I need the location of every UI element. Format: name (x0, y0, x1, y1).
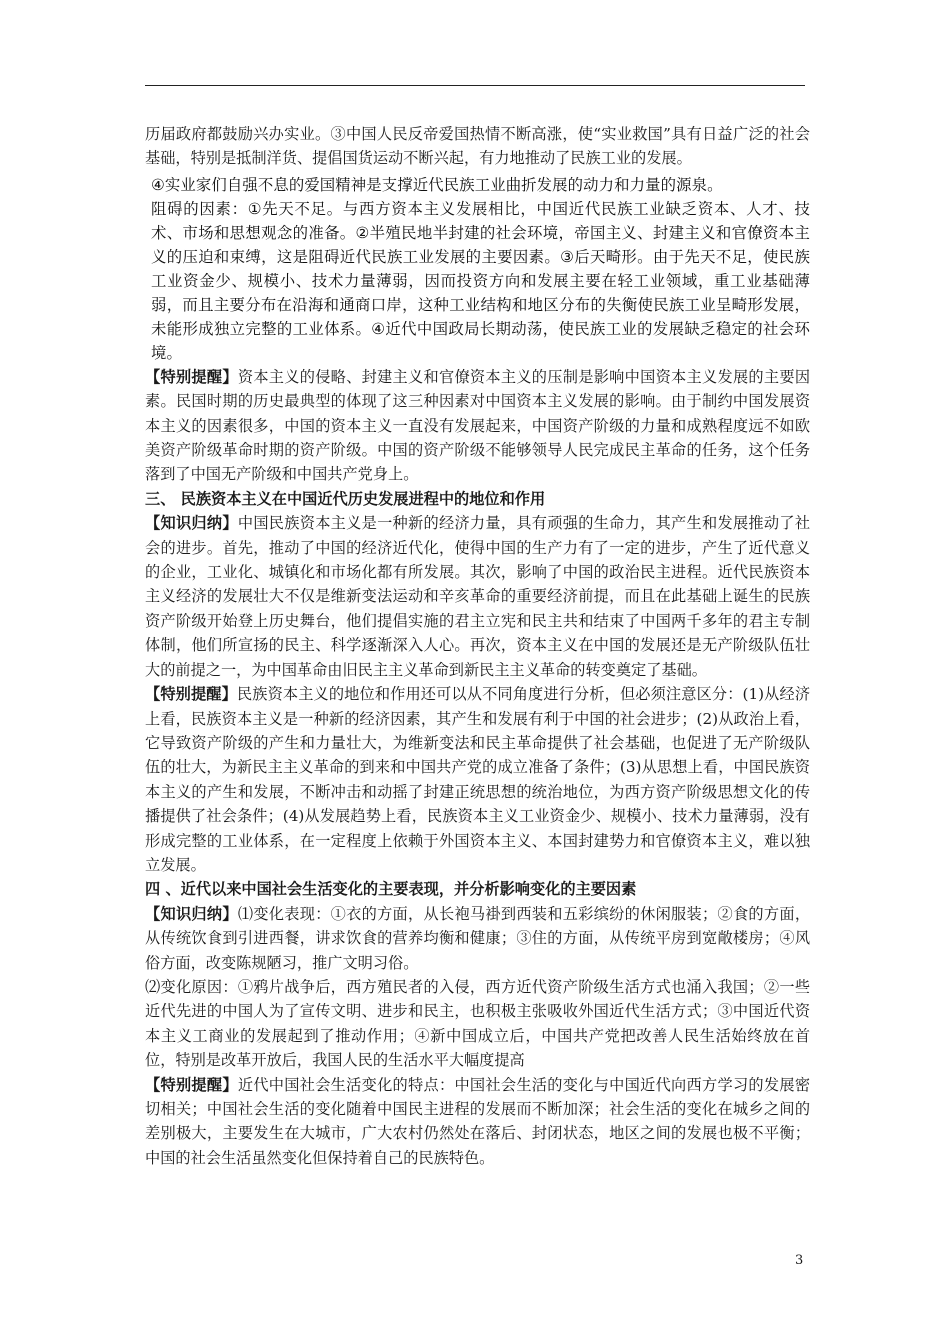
scan-block-obstacles: 阻碍的因素：①先天不足。与西方资本主义发展相比，中国近代民族工业缺乏资本、人才、技术、市场和思想观念的准备。②半殖民地半封建的社会环境，帝国主义、封建主义和官僚资本主义的压迫和束缚，这是阻碍近代民族工业发展的主要因素。③后天畸形。由于先天不足，使民族工业资金少、规模小、技术力量薄弱，因而投资方向和发展主要在轻工业领域，重工业基础薄弱，而且主要分布在沿海和通商口岸，这种工业结构和地区分布的失衡使民族工业呈畸形发展，未能形成独立完整的工业体系。④近代中国政局长期动荡，使民族工业的发展缺乏稳定的社会环境。 (151, 199, 810, 362)
scan-line-patriotism: ④实业家们自强不息的爱国精神是支撑近代民族工业曲折发展的动力和力量的源泉。 (151, 175, 723, 194)
reminder-tag: 【特别提醒】 (145, 685, 237, 704)
reminder-tag: 【特别提醒】 (145, 367, 238, 386)
summary-paragraph-4b: ⑵变化原因：①鸦片战争后，西方殖民者的入侵，西方近代资产阶级生活方式也涌入我国；②一些近代先进的中国人为了宣传文明、进步和民主，也积极主张吸收外国近代生活方式；③中国近代资本主义工商业的发展起到了推动作用；④新中国成立后，中国共产党把改善人民生活始终放在首位，特别是改革开放后，我国人民的生活水平大幅度提高 (145, 977, 810, 1070)
summary-tag: 【知识归纳】 (145, 904, 238, 923)
reminder-paragraph-3 (145, 682, 810, 877)
reminder-tag: 【特别提醒】 (145, 1075, 238, 1094)
summary-tag: 【知识归纳】 (145, 514, 238, 533)
summary-paragraph-4 (145, 902, 810, 975)
section-heading-4: 四 、近代以来中国社会生活变化的主要表现，并分析影响变化的主要因素 (145, 880, 637, 899)
paragraph-top: 历届政府都鼓励兴办实业。③中国人民反帝爱国热情不断高涨，使“实业救国”具有日益广泛的社会基础，特别是抵制洋货、提倡国货运动不断兴起，有力地推动了民族工业的发展。 (145, 125, 810, 168)
summary-paragraph-3 (145, 511, 810, 682)
summary-text: ⑴变化表现：①衣的方面，从长袍马褂到西装和五彩缤纷的休闲服装；②食的方面，从传统饮食到引进西餐，讲求饮食的营养均衡和健康；③住的方面，从传统平房到宽敞楼房；④风俗方面，改变陈规陋习，推广文明习俗。 (145, 904, 811, 972)
summary-text: 中国民族资本主义是一种新的经济力量，具有顽强的生命力，其产生和发展推动了社会的进步。首先，推动了中国的经济近代化，使得中国的生产力有了一定的进步，产生了近代意义的企业，工业化、城镇化和市场化都有所发展。其次，影响了中国的政治民主进程。近代民族资本主义经济的发展壮大不仅是维新变法运动和辛亥革命的重要经济前提，而且在此基础上诞生的民族资产阶级开始登上历史舞台，他们提倡实施的君主立宪和民主共和结束了中国两千多年的君主专制体制，他们所宣扬的民主、科学逐渐深入人心。再次，资本主义在中国的发展还是无产阶级队伍壮大的前提之一，为中国革命由旧民主主义革命到新民主主义革命的转变奠定了基础。 (145, 514, 811, 679)
reminder-text: 民族资本主义的地位和作用还可以从不同角度进行分析，但必须注意区分：(1)从经济上看，民族资本主义是一种新的经济因素，其产生和发展有利于中国的社会进步；(2)从政治上看，它导致资产阶级的产生和力量壮大，为维新变法和民主革命提供了社会基础，也促进了无产阶级队伍的壮大，为新民主主义革命的到来和中国共产党的成立准备了条件；(3)从思想上看，中国民族资本主义的产生和发展，不断冲击和动摇了封建正统思想的统治地位，为西方资产阶级思想文化的传播提供了社会条件；(4)从发展趋势上看，民族资本主义工业资金少、规模小、技术力量薄弱，没有形成完整的工业体系，在一定程度上依赖于外国资本主义、本国封建势力和官僚资本主义，难以独立发展。 (145, 685, 811, 874)
reminder-paragraph-4 (145, 1073, 810, 1171)
page-number: 3 (795, 1253, 804, 1268)
reminder-text: 资本主义的侵略、封建主义和官僚资本主义的压制是影响中国资本主义发展的主要因素。民国时期的历史最典型的体现了这三种因素对中国资本主义发展的影响。由于制约中国发展资本主义的因素很多，中国的资本主义一直没有发展起来，中国资产阶级的力量和成熟程度远不如欧美资产阶级革命时期的资产阶级。中国的资产阶级不能够领导人民完成民主革命的任务，这个任务落到了中国无产阶级和中国共产党身上。 (145, 367, 811, 484)
document-body (145, 122, 810, 1170)
header-rule (145, 85, 805, 86)
reminder-paragraph-1 (145, 365, 810, 487)
reminder-text: 近代中国社会生活变化的特点：中国社会生活的变化与中国近代向西方学习的发展密切相关；中国社会生活的变化随着中国民主进程的发展而不断加深；社会生活的变化在城乡之间的差别极大，主要发生在大城市，广大农村仍然处在落后、封闭状态，地区之间的发展也极不平衡；中国的社会生活虽然变化但保持着自己的民族特色。 (145, 1075, 811, 1167)
section-heading-3: 三、 民族资本主义在中国近代历史发展进程中的地位和作用 (145, 489, 546, 508)
